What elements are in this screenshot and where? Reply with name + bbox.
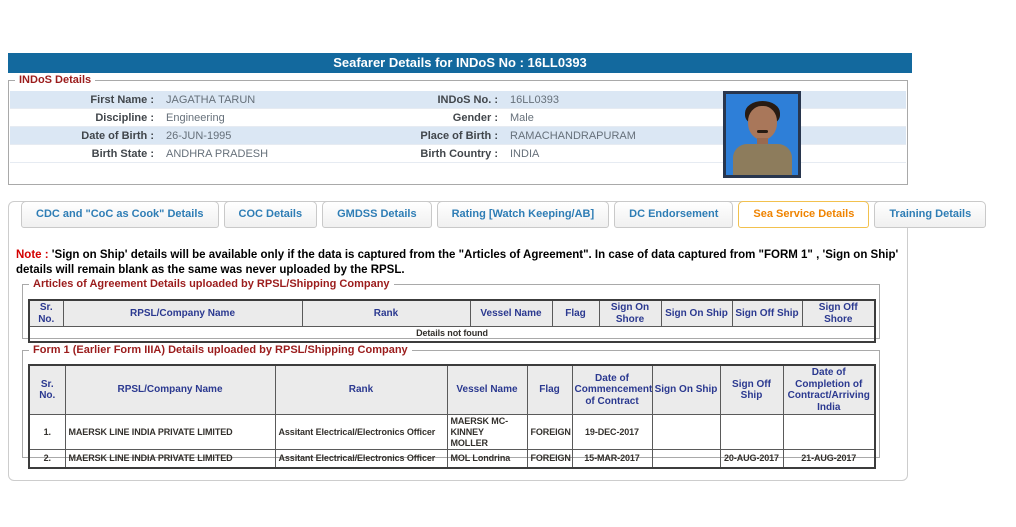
form1-r1-company: MAERSK LINE INDIA PRIVATE LIMITED bbox=[65, 415, 275, 450]
tab-bar bbox=[21, 201, 986, 228]
photo-mustache bbox=[757, 130, 768, 133]
first-name-label: First Name : bbox=[90, 93, 154, 106]
aoa-header-sr-no: Sr. No. bbox=[29, 300, 63, 327]
sign-on-ship-note bbox=[16, 248, 902, 279]
aoa-empty-row bbox=[29, 327, 875, 342]
tab-training-details[interactable]: Training Details bbox=[874, 201, 986, 228]
note-prefix: Note : bbox=[16, 249, 49, 261]
first-name-value: JAGATHA TARUN bbox=[166, 93, 256, 106]
aoa-header-row bbox=[29, 300, 875, 327]
aoa-header-sign-off-shore: Sign Off Shore bbox=[802, 300, 875, 327]
aoa-header-sign-off-ship: Sign Off Ship bbox=[732, 300, 802, 327]
birth-country-label: Birth Country : bbox=[420, 147, 498, 160]
form1-r2-company: MAERSK LINE INDIA PRIVATE LIMITED bbox=[65, 450, 275, 468]
form1-r1-vessel: MAERSK MC-KINNEY MOLLER bbox=[447, 415, 527, 450]
form1-row-1 bbox=[29, 415, 875, 450]
place-of-birth-value: RAMACHANDRAPURAM bbox=[510, 129, 636, 142]
indos-no-label: INDoS No. : bbox=[437, 93, 498, 106]
tab-dc-endorsement[interactable]: DC Endorsement bbox=[614, 201, 733, 228]
note-text: 'Sign on Ship' details will be available only if the data is captured from the "Articles of Agreement". In case of data captured from "FORM 1" , 'Sign on Ship' details will remain blank as the same was never uploaded by the RPSL. bbox=[16, 249, 899, 277]
aoa-header-rank: Rank bbox=[302, 300, 470, 327]
form1-header-date-completion: Date of Completion of Contract/Arriving India bbox=[783, 365, 875, 415]
tab-rating-watch-keeping-ab[interactable]: Rating [Watch Keeping/AB] bbox=[437, 201, 610, 228]
form1-r2-sign-on-ship bbox=[652, 450, 720, 468]
discipline-value: Engineering bbox=[166, 111, 225, 124]
birth-state-label: Birth State : bbox=[91, 147, 154, 160]
form1-header-sr-no: Sr. No. bbox=[29, 365, 65, 415]
gender-label: Gender : bbox=[452, 111, 498, 124]
form1-row-2 bbox=[29, 450, 875, 468]
form1-header-date-commencement: Date of Commencement of Contract bbox=[572, 365, 652, 415]
date-of-birth-label: Date of Birth : bbox=[81, 129, 154, 142]
indos-no-value: 16LL0393 bbox=[510, 93, 559, 106]
form1-header-row bbox=[29, 365, 875, 415]
aoa-header-vessel: Vessel Name bbox=[470, 300, 552, 327]
aoa-header-company: RPSL/Company Name bbox=[63, 300, 302, 327]
photo-face bbox=[748, 106, 777, 140]
gender-value: Male bbox=[510, 111, 534, 124]
aoa-header-flag: Flag bbox=[552, 300, 599, 327]
form1-header-sign-off-ship: Sign Off Ship bbox=[720, 365, 783, 415]
form1-header-vessel: Vessel Name bbox=[447, 365, 527, 415]
form1-r2-sr-no: 2. bbox=[29, 450, 65, 468]
form1-r1-flag: FOREIGN bbox=[527, 415, 572, 450]
form1-r1-date-commencement: 19-DEC-2017 bbox=[572, 415, 652, 450]
details-not-found-message: Details not found bbox=[29, 327, 875, 342]
form1-r2-sign-off-ship: 20-AUG-2017 bbox=[720, 450, 783, 468]
tab-coc-details[interactable]: COC Details bbox=[224, 201, 318, 228]
form1-legend: Form 1 (Earlier Form IIIA) Details uploaded by RPSL/Shipping Company bbox=[29, 344, 412, 356]
form1-r2-rank: Assitant Electrical/Electronics Officer bbox=[275, 450, 447, 468]
articles-of-agreement-section bbox=[22, 278, 880, 339]
aoa-header-sign-on-ship: Sign On Ship bbox=[661, 300, 732, 327]
form1-r2-date-commencement: 15-MAR-2017 bbox=[572, 450, 652, 468]
form1-header-company: RPSL/Company Name bbox=[65, 365, 275, 415]
form1-r2-vessel: MOL Londrina bbox=[447, 450, 527, 468]
discipline-label: Discipline : bbox=[95, 111, 154, 124]
form1-r1-date-completion bbox=[783, 415, 875, 450]
form1-r1-sign-on-ship bbox=[652, 415, 720, 450]
form1-r1-sign-off-ship bbox=[720, 415, 783, 450]
birth-country-value: INDIA bbox=[510, 147, 540, 160]
place-of-birth-label: Place of Birth : bbox=[420, 129, 498, 142]
photo-shirt bbox=[733, 144, 792, 178]
birth-state-value: ANDHRA PRADESH bbox=[166, 147, 269, 160]
articles-of-agreement-legend: Articles of Agreement Details uploaded by RPSL/Shipping Company bbox=[29, 278, 394, 290]
seafarer-photo bbox=[723, 91, 801, 178]
tab-gmdss-details[interactable]: GMDSS Details bbox=[322, 201, 431, 228]
aoa-header-sign-on-shore: Sign On Shore bbox=[599, 300, 661, 327]
form1-header-rank: Rank bbox=[275, 365, 447, 415]
form1-header-sign-on-ship: Sign On Ship bbox=[652, 365, 720, 415]
date-of-birth-value: 26-JUN-1995 bbox=[166, 129, 232, 142]
form1-r1-rank: Assitant Electrical/Electronics Officer bbox=[275, 415, 447, 450]
form1-r1-sr-no: 1. bbox=[29, 415, 65, 450]
tab-cdc-coc-as-cook-details[interactable]: CDC and "CoC as Cook" Details bbox=[21, 201, 219, 228]
form1-r2-flag: FOREIGN bbox=[527, 450, 572, 468]
tab-sea-service-details[interactable]: Sea Service Details bbox=[738, 201, 869, 228]
form1-table bbox=[28, 364, 876, 469]
articles-of-agreement-table bbox=[28, 299, 876, 343]
form1-section bbox=[22, 344, 880, 464]
indos-details-legend: INDoS Details bbox=[15, 74, 95, 86]
form1-header-flag: Flag bbox=[527, 365, 572, 415]
page-title: Seafarer Details for INDoS No : 16LL0393 bbox=[8, 53, 912, 73]
form1-r2-date-completion: 21-AUG-2017 bbox=[783, 450, 875, 468]
